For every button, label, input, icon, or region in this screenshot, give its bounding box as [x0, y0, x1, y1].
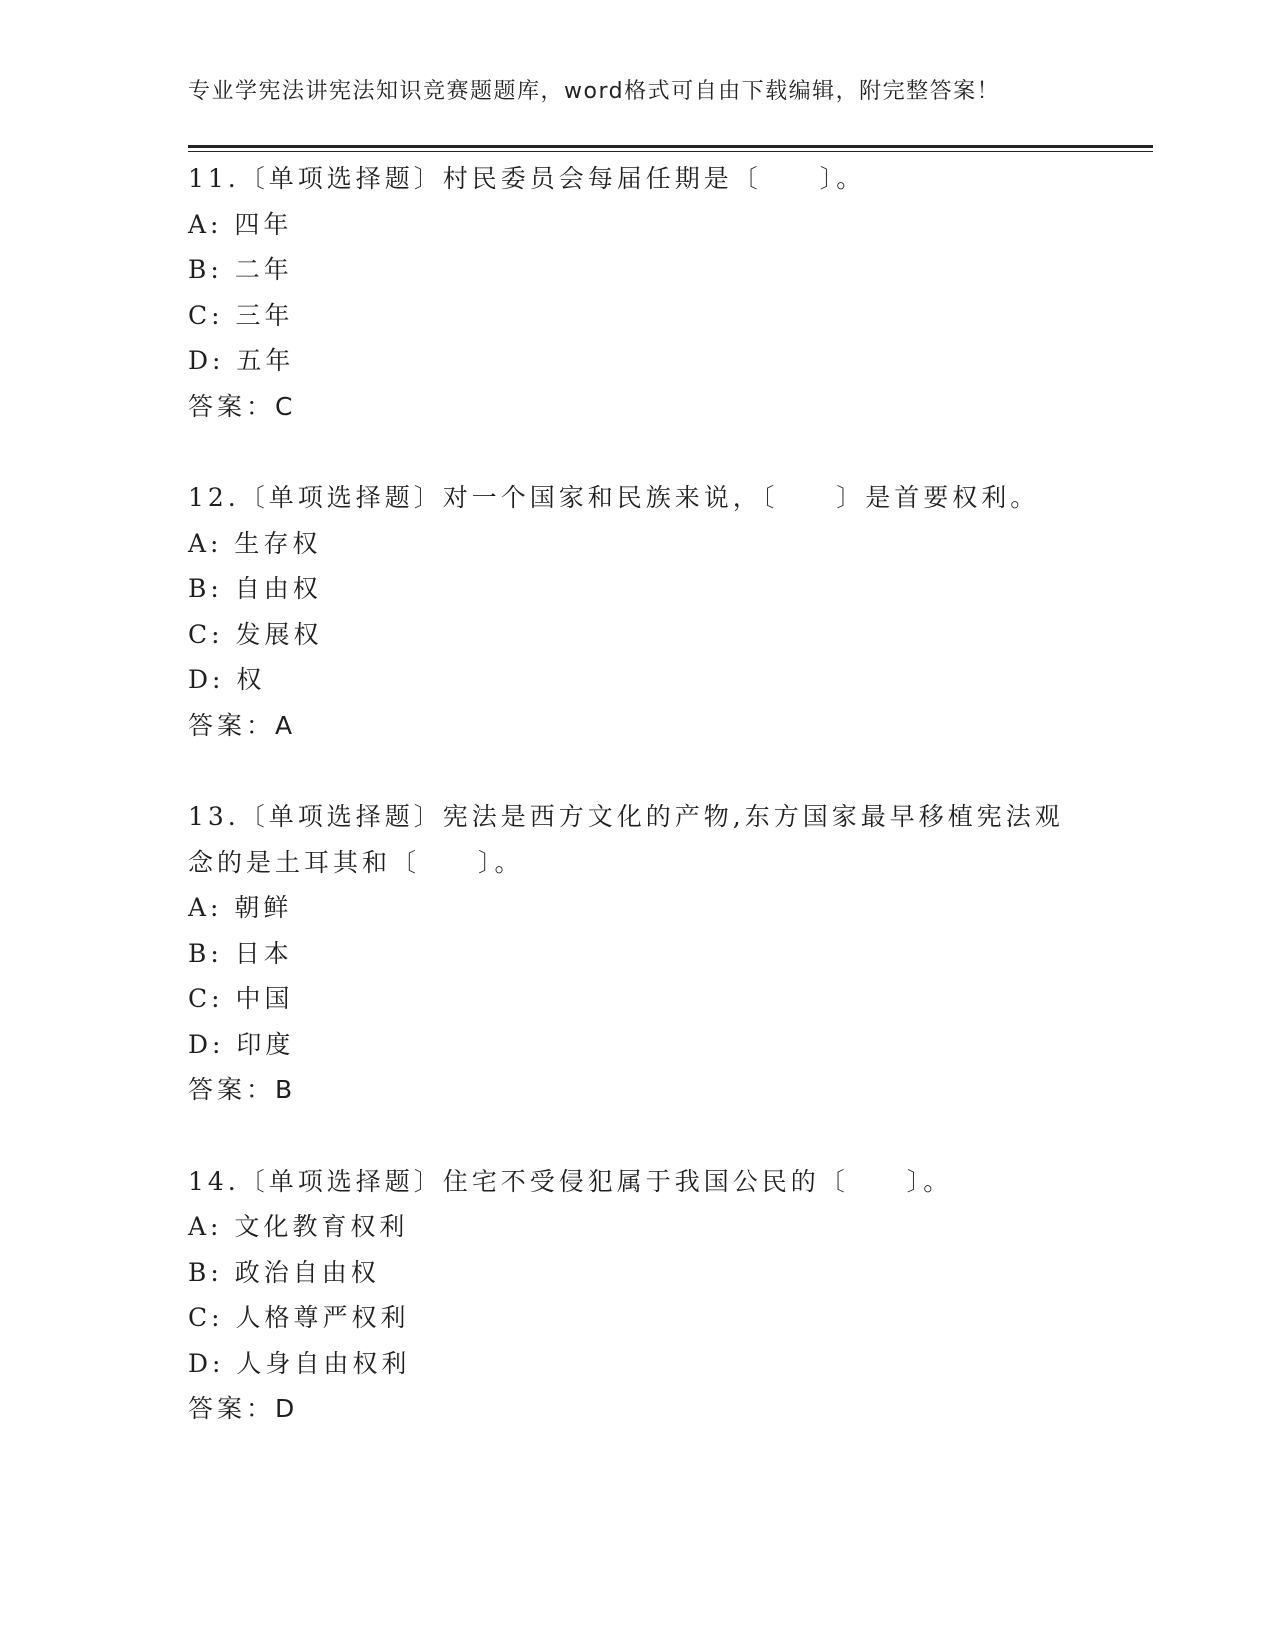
- question-item: [188, 1159, 1088, 1432]
- answer-line: 答案：B: [188, 1075, 297, 1104]
- page-header: 专业学宪法讲宪法知识竞赛题题库，word格式可自由下载编辑，附完整答案！: [188, 79, 1001, 104]
- option-d: D: 印度: [188, 1029, 295, 1059]
- option-d: D: 人身自由权利: [188, 1348, 411, 1378]
- question-item: [188, 475, 1088, 748]
- option-a: A: 生存权: [188, 528, 322, 558]
- question-text: 12.〔单项选择题〕对一个国家和民族来说，〔 〕是首要权利。: [188, 483, 1040, 512]
- option-d: D: 权: [188, 665, 266, 694]
- header-rule-thick: [188, 145, 1153, 148]
- option-c: C: 三年: [188, 300, 294, 330]
- question-text: 11.〔单项选择题〕村民委员会每届任期是〔 〕。: [188, 164, 866, 193]
- option-a: A: 朝鲜: [188, 893, 293, 922]
- option-b: B: 二年: [188, 255, 293, 284]
- option-c: C: 发展权: [188, 619, 323, 649]
- option-b: B: 日本: [188, 938, 293, 968]
- answer-line: 答案：C: [188, 391, 297, 421]
- option-c: C: 中国: [188, 984, 294, 1013]
- option-c: C: 人格尊严权利: [188, 1303, 410, 1332]
- option-b: B: 自由权: [188, 574, 322, 603]
- question-item: [188, 794, 1088, 1113]
- answer-line: 答案：D: [188, 1394, 299, 1423]
- answer-line: 答案：A: [188, 710, 297, 740]
- question-text: 14.〔单项选择题〕住宅不受侵犯属于我国公民的〔 〕。: [188, 1166, 953, 1196]
- header-rule-thin: [188, 151, 1153, 152]
- option-a: A: 文化教育权利: [188, 1212, 409, 1241]
- question-text: 13.〔单项选择题〕宪法是西方文化的产物,东方国家最早移植宪法观念的是土耳其和〔 〕。: [188, 802, 1064, 877]
- question-list: [188, 156, 1088, 1478]
- option-a: A: 四年: [188, 209, 293, 239]
- question-item: [188, 156, 1088, 429]
- option-b: B: 政治自由权: [188, 1257, 380, 1287]
- option-d: D: 五年: [188, 346, 295, 375]
